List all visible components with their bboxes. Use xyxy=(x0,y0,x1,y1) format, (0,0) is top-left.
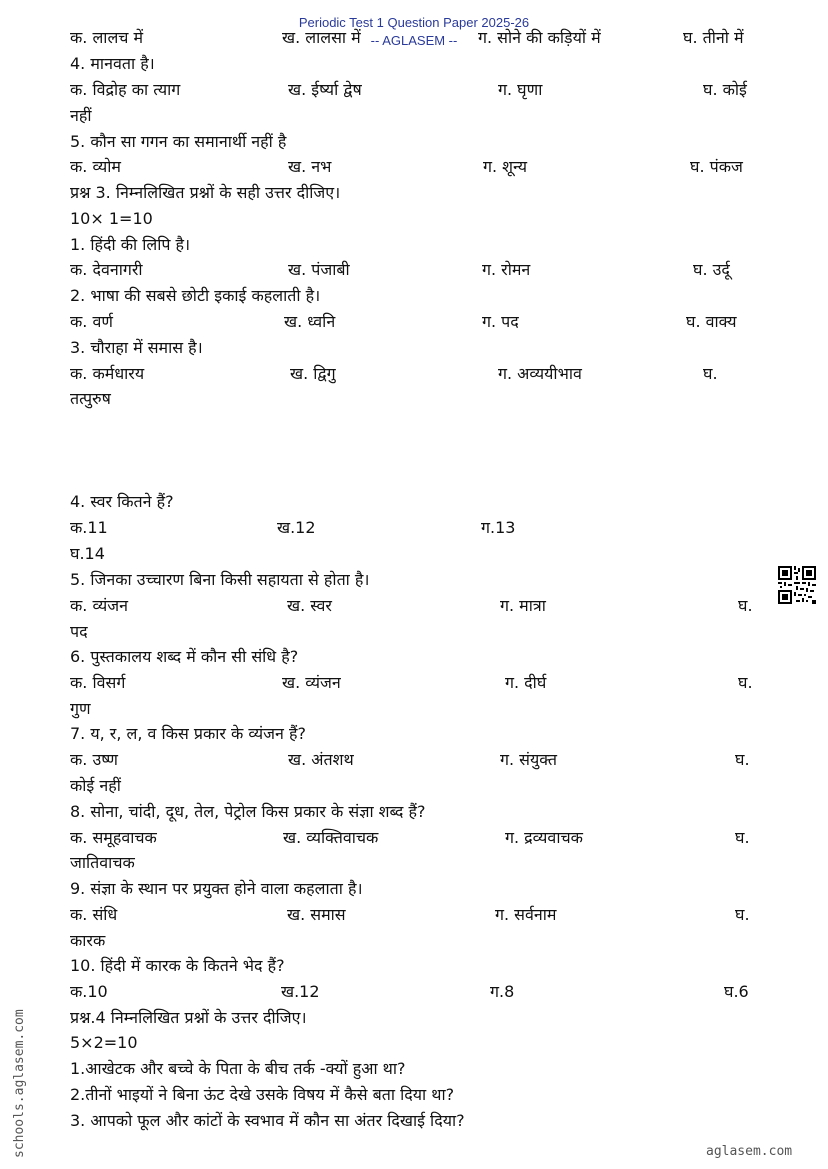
option: क. वर्ण xyxy=(70,312,113,331)
option: ग. सर्वनाम xyxy=(495,905,557,924)
option: घ. उर्दू xyxy=(693,260,730,279)
option: क. देवनागरी xyxy=(70,260,143,279)
question-text: 5. कौन सा गगन का समानार्थी नहीं है xyxy=(70,132,287,151)
option: ग. दीर्घ xyxy=(505,673,547,692)
side-watermark: schools.aglasem.com xyxy=(12,1009,27,1158)
question-text: 4. मानवता है। xyxy=(70,54,155,73)
option: क. कर्मधारय xyxy=(70,364,145,383)
option: घ. वाक्य xyxy=(686,312,737,331)
option: ख. पंजाबी xyxy=(288,260,350,279)
option-wrap: जातिवाचक xyxy=(70,853,135,872)
option: ग. पद xyxy=(482,312,519,331)
option: घ. तीनो में xyxy=(683,28,744,47)
option: ख. स्वर xyxy=(287,596,332,615)
question-text: 2.तीनों भाइयों ने बिना ऊंट देखे उसके विषय में कैसे बता दिया था? xyxy=(70,1085,455,1104)
question-text: 3. आपको फूल और कांटों के स्वभाव में कौन सा अंतर दिखाई दिया? xyxy=(70,1111,465,1130)
qr-code-icon xyxy=(778,566,816,604)
option: घ. xyxy=(735,750,750,769)
question-text: 5. जिनका उच्चारण बिना किसी सहायता से होता है। xyxy=(70,570,370,589)
option: ग. द्रव्यवाचक xyxy=(505,828,583,847)
question-text: 1.आखेटक और बच्चे के पिता के बीच तर्क -क्यों हुआ था? xyxy=(70,1059,406,1078)
option: ख. द्विगु xyxy=(290,364,336,383)
option-wrap: गुण xyxy=(70,699,91,718)
option: क. उष्ण xyxy=(70,750,118,769)
option: क. विसर्ग xyxy=(70,673,126,692)
section-heading: प्रश्न.4 निम्नलिखित प्रश्नों के उत्तर दीजिए। xyxy=(70,1008,307,1027)
option: घ.6 xyxy=(724,982,749,1001)
question-text: 6. पुस्तकालय शब्द में कौन सी संधि है? xyxy=(70,647,299,666)
option: ग. रोमन xyxy=(482,260,531,279)
option-wrap: नहीं xyxy=(70,106,92,125)
option: ग. संयुक्त xyxy=(500,750,557,769)
option: ग. घृणा xyxy=(498,80,543,99)
option: क. व्यंजन xyxy=(70,596,128,615)
footer-watermark: aglasem.com xyxy=(706,1144,793,1159)
header-brand: -- AGLASEM -- xyxy=(370,33,458,48)
question-text: 10. हिंदी में कारक के कितने भेद हैं? xyxy=(70,956,285,975)
option: ग.8 xyxy=(490,982,515,1001)
option: क. समूहवाचक xyxy=(70,828,157,847)
option: ख.12 xyxy=(277,518,316,537)
option-wrap: तत्पुरुष xyxy=(70,389,111,408)
option: क. व्योम xyxy=(70,157,121,176)
question-text: 2. भाषा की सबसे छोटी इकाई कहलाती है। xyxy=(70,286,321,305)
option: क.10 xyxy=(70,982,108,1001)
option: घ. xyxy=(735,905,750,924)
section-marks: 10× 1=10 xyxy=(70,209,153,228)
option: क. लालच में xyxy=(70,28,144,47)
option: ग.13 xyxy=(481,518,516,537)
option: ख. नभ xyxy=(288,157,332,176)
option: ग. सोने की कड़ियों में xyxy=(478,28,601,47)
option: ख. समास xyxy=(287,905,346,924)
option: घ. xyxy=(738,596,753,615)
option: ख. व्यक्तिवाचक xyxy=(283,828,379,847)
option: घ. पंकज xyxy=(690,157,743,176)
option: ख. व्यंजन xyxy=(282,673,341,692)
question-text: 7. य, र, ल, व किस प्रकार के व्यंजन हैं? xyxy=(70,724,306,743)
option-wrap: पद xyxy=(70,622,88,641)
option: ख. ईर्ष्या द्वेष xyxy=(288,80,362,99)
option: क. संधि xyxy=(70,905,118,924)
option-wrap: कारक xyxy=(70,931,106,950)
option: ग. अव्ययीभाव xyxy=(498,364,582,383)
section-marks: 5×2=10 xyxy=(70,1033,138,1052)
option: ग. शून्य xyxy=(483,157,528,176)
option-wrap: घ.14 xyxy=(70,544,105,563)
question-text: 4. स्वर कितने हैं? xyxy=(70,492,174,511)
option: ख. अंतशथ xyxy=(288,750,354,769)
question-text: 3. चौराहा में समास है। xyxy=(70,338,203,357)
option: ख.12 xyxy=(281,982,320,1001)
option: क.11 xyxy=(70,518,108,537)
option: ख. ध्वनि xyxy=(284,312,336,331)
option: घ. कोई xyxy=(703,80,747,99)
option: घ. xyxy=(738,673,753,692)
question-text: 1. हिंदी की लिपि है। xyxy=(70,235,191,254)
question-text: 8. सोना, चांदी, दूध, तेल, पेट्रोल किस प्रकार के संज्ञा शब्द हैं? xyxy=(70,802,426,821)
option: ख. लालसा में xyxy=(282,28,361,47)
header-title: Periodic Test 1 Question Paper 2025-26 xyxy=(298,15,530,30)
option: घ. xyxy=(735,828,750,847)
option-wrap: कोई नहीं xyxy=(70,776,121,795)
option: क. विद्रोह का त्याग xyxy=(70,80,181,99)
option: घ. xyxy=(703,364,718,383)
question-text: 9. संज्ञा के स्थान पर प्रयुक्त होने वाला कहलाता है। xyxy=(70,879,363,898)
option: ग. मात्रा xyxy=(500,596,546,615)
section-heading: प्रश्न 3. निम्नलिखित प्रश्नों के सही उत्तर दीजिए। xyxy=(70,183,341,202)
